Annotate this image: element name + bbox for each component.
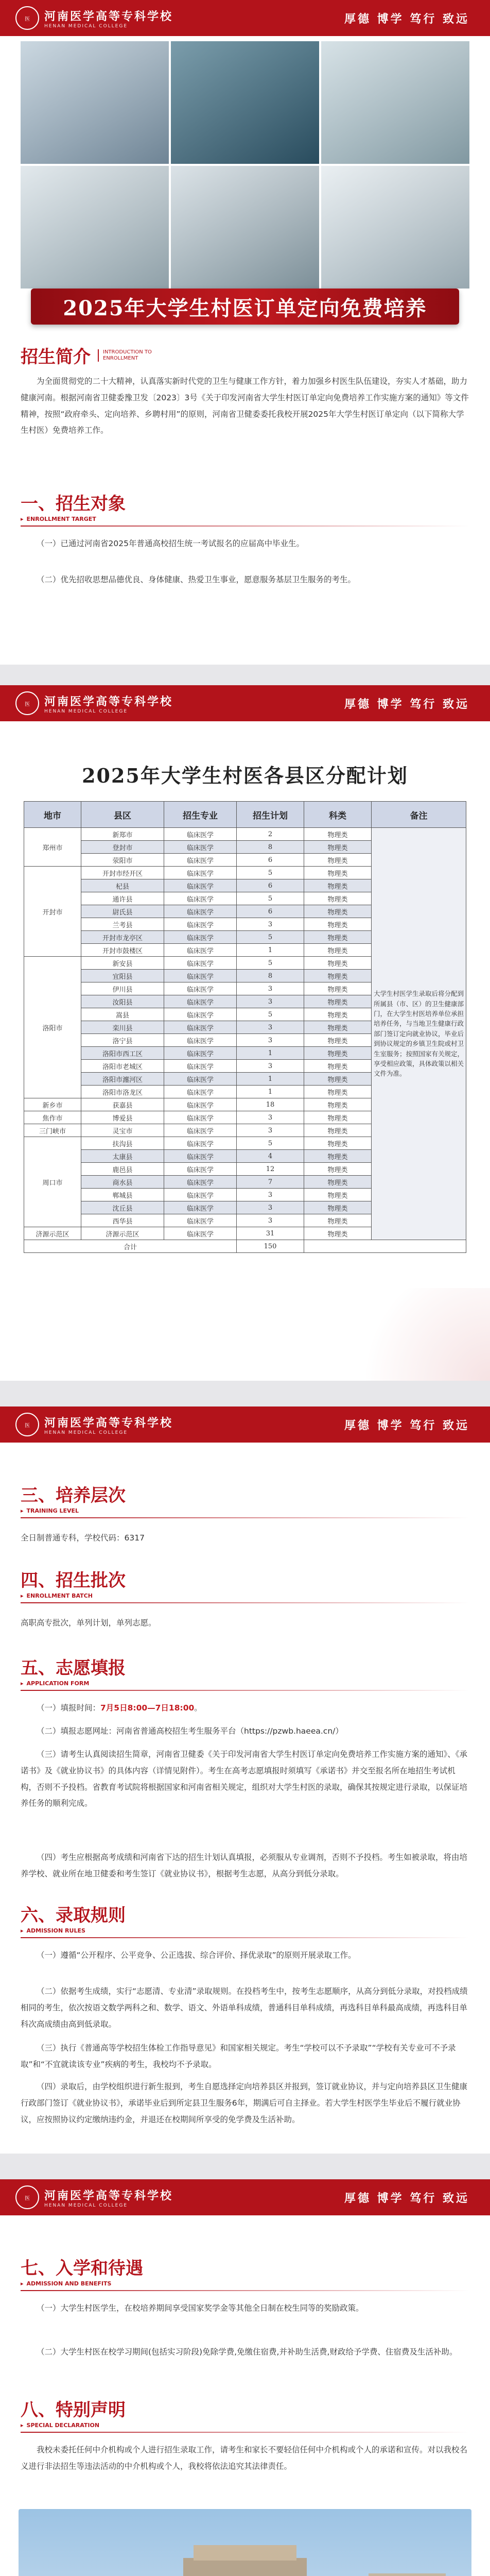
county-cell: 灵宝市	[81, 1124, 164, 1137]
plan-cell: 1	[237, 1086, 304, 1098]
county-cell: 西华县	[81, 1214, 164, 1227]
category-cell: 物理类	[304, 1008, 372, 1021]
section-7-heading	[21, 2254, 469, 2291]
city-cell: 开封市	[24, 867, 81, 957]
section-1-p1: （一）已通过河南省2025年普通高校招生统一考试报名的应届高中毕业生。	[37, 539, 304, 548]
remark-cell: 大学生村医学生录取后将分配到所属县（市、区）的卫生健康部门，在大学生村医培养单位承担培养任务，与当地卫生健康行政部门签订定向就业协议，毕业后到协议规定的乡镇卫生院或村卫生室服务；按照国家有关规定，享受相应政策，具体政策以相关文件为准。	[372, 828, 466, 1240]
plan-cell: 1	[237, 1073, 304, 1086]
major-cell: 临床医学	[164, 841, 237, 854]
section-4-en-text: ENROLLMENT BATCH	[26, 1592, 93, 1599]
category-cell: 物理类	[304, 1176, 372, 1189]
section-5-p1-pre: （一）填报时间：	[37, 1703, 101, 1713]
hero-banner: 2025年大学生村医订单定向免费培养	[31, 289, 459, 325]
major-cell: 临床医学	[164, 879, 237, 892]
school-motto: 厚德 博学 笃行 致远	[344, 2191, 469, 2205]
section-7-en-text: ADMISSION AND BENEFITS	[26, 2280, 112, 2287]
school-name-cn: 河南医学高等专科学校	[44, 2189, 173, 2202]
plan-cell: 1	[237, 944, 304, 957]
school-name-en: HENAN MEDICAL COLLEGE	[44, 708, 128, 714]
section-6-p4: （四）录取后，由学校组织进行新生报到，考生自愿选择定向培养县区并报到，签订就业协议，并与定向培养县区卫生健康行政部门签订《就业协议书》，承诺毕业后到所定县卫生服务6年，期满后可自主择业。若大学生村医学生毕业后不履行就业协议，应按照协议约定缴纳违约金，并退还在校期间所享受的免学费及生活补助。	[21, 2082, 468, 2124]
plan-cell: 5	[237, 931, 304, 944]
county-cell: 开封市龙亭区	[81, 931, 164, 944]
section-6-title-en	[21, 1927, 469, 1934]
photo-nurse	[321, 166, 469, 289]
section-8-en-text: SPECIAL DECLARATION	[26, 2422, 100, 2429]
section-6-title: 六、录取规则	[21, 1905, 126, 1926]
major-cell: 临床医学	[164, 1073, 237, 1086]
chevron-icon: ▸	[21, 1680, 24, 1687]
table-row	[24, 828, 466, 841]
plan-cell: 3	[237, 1111, 304, 1124]
total-blank	[304, 1240, 466, 1253]
category-cell: 物理类	[304, 867, 372, 879]
county-cell: 洛宁县	[81, 1034, 164, 1047]
section-5-p2: （二）填报志愿网址：河南省普通高校招生考生服务平台（https://pzwb.haeea.cn/）	[37, 1726, 343, 1736]
county-cell: 开封市经开区	[81, 867, 164, 879]
category-cell: 物理类	[304, 1047, 372, 1060]
chevron-icon: ▸	[21, 516, 24, 522]
plan-cell: 5	[237, 1137, 304, 1150]
school-name-cn: 河南医学高等专科学校	[44, 9, 173, 23]
intro-title: 招生简介	[21, 347, 91, 367]
school-name-cn: 河南医学高等专科学校	[44, 694, 173, 708]
section-6-p2: （二）依据考生成绩，实行“志愿清、专业清”录取规则。在投档考生中，按考生志愿顺序，从高分到低分录取，对投档成绩相同的考生，依次按语文数学两科之和、数学、语文、外语单科成绩，普通科目单科成绩，再选科目单科最高成绩，再选科目单科次高成绩由高到低录取。	[21, 1987, 468, 2029]
category-cell: 物理类	[304, 918, 372, 931]
section-divider	[21, 1517, 469, 1518]
category-cell: 物理类	[304, 970, 372, 982]
county-cell: 沈丘县	[81, 1201, 164, 1214]
section-1-p2: （二）优先招收思想品德优良、身体健康、热爱卫生事业，愿意服务基层卫生服务的考生。	[37, 575, 356, 584]
major-cell: 临床医学	[164, 1150, 237, 1163]
section-divider	[21, 1937, 469, 1938]
section-4-heading	[21, 1566, 469, 1603]
plan-cell: 8	[237, 841, 304, 854]
plan-cell: 3	[237, 1034, 304, 1047]
intro-title-en-1: INTRODUCTION TO	[103, 349, 152, 355]
category-cell: 物理类	[304, 1086, 372, 1098]
intro-title-en-2: ENROLLMENT	[103, 355, 138, 361]
major-cell: 临床医学	[164, 944, 237, 957]
plan-cell: 6	[237, 879, 304, 892]
plan-cell: 3	[237, 1060, 304, 1073]
plan-cell: 3	[237, 918, 304, 931]
page-header	[0, 2179, 490, 2215]
category-cell: 物理类	[304, 879, 372, 892]
major-cell: 临床医学	[164, 1137, 237, 1150]
major-cell: 临床医学	[164, 1124, 237, 1137]
section-1-title: 一、招生对象	[21, 494, 126, 514]
section-7-p1: （一）大学生村医学生，在校培养期间享受国家奖学金等其他全日制在校生同等的奖励政策。	[37, 2303, 364, 2313]
photo-lab	[321, 41, 469, 164]
corner-decoration	[336, 1288, 490, 1381]
category-cell: 物理类	[304, 828, 372, 841]
major-cell: 临床医学	[164, 1111, 237, 1124]
col-remark: 备注	[372, 802, 466, 828]
plan-cell: 5	[237, 1008, 304, 1021]
city-cell: 新乡市	[24, 1098, 81, 1111]
intro-heading	[21, 343, 152, 368]
chevron-icon: ▸	[21, 1927, 24, 1934]
campus-aerial-illustration	[19, 2509, 471, 2576]
major-cell: 临床医学	[164, 1189, 237, 1201]
major-cell: 临床医学	[164, 1008, 237, 1021]
section-8-title: 八、特别声明	[21, 2400, 126, 2420]
county-cell: 通许县	[81, 892, 164, 905]
category-cell: 物理类	[304, 957, 372, 970]
section-1-title-en	[21, 516, 469, 522]
category-cell: 物理类	[304, 1111, 372, 1124]
plan-cell: 31	[237, 1227, 304, 1240]
plan-cell: 3	[237, 995, 304, 1008]
school-name-en: HENAN MEDICAL COLLEGE	[44, 1430, 128, 1435]
chevron-icon: ▸	[21, 1507, 24, 1514]
major-cell: 临床医学	[164, 867, 237, 879]
allocation-table	[24, 801, 466, 1253]
table-total-row	[24, 1240, 466, 1253]
category-cell: 物理类	[304, 1073, 372, 1086]
category-cell: 物理类	[304, 1021, 372, 1034]
county-cell: 宜阳县	[81, 970, 164, 982]
section-5-title: 五、志愿填报	[21, 1658, 126, 1679]
col-city: 地市	[24, 802, 81, 828]
section-8-p1: 我校未委托任何中介机构或个人进行招生录取工作，请考生和家长不要轻信任何中介机构或个人的承诺和宣传。对以我校名义进行非法招生等违法活动的中介机构或个人，我校将依法追究其法律责任。	[21, 2445, 468, 2471]
page-header	[0, 0, 490, 36]
school-seal-icon: 医	[15, 1413, 39, 1436]
page-3	[0, 1406, 490, 2154]
major-cell: 临床医学	[164, 1098, 237, 1111]
category-cell: 物理类	[304, 1124, 372, 1137]
plan-cell: 6	[237, 854, 304, 867]
plan-cell: 8	[237, 970, 304, 982]
category-cell: 物理类	[304, 1163, 372, 1176]
county-cell: 博爱县	[81, 1111, 164, 1124]
plan-cell: 5	[237, 892, 304, 905]
school-seal-icon: 医	[15, 691, 39, 715]
category-cell: 物理类	[304, 905, 372, 918]
county-cell: 郸城县	[81, 1189, 164, 1201]
county-cell: 新安县	[81, 957, 164, 970]
section-4-title: 四、招生批次	[21, 1570, 126, 1591]
county-cell: 杞县	[81, 879, 164, 892]
school-logo	[15, 6, 173, 30]
category-cell: 物理类	[304, 995, 372, 1008]
category-cell: 物理类	[304, 944, 372, 957]
plan-cell: 3	[237, 1124, 304, 1137]
major-cell: 临床医学	[164, 1021, 237, 1034]
intro-text: 为全面贯彻党的二十大精神，认真落实新时代党的卫生与健康工作方针，着力加强乡村医生队伍建设，夯实人才基础，助力健康河南。根据河南省卫健委豫卫发〔2023〕3号《关于印发河南省大学生村医订单定向免费培养工作实施方案的通知》等文件精神，按照“政府牵头、定向培养、乡聘村用”的原则，河南省卫健委委托我校开展2025年大学生村医订单定向（以下简称大学生村医）免费培养工作。	[21, 377, 469, 435]
county-cell: 荥阳市	[81, 854, 164, 867]
page-4	[0, 2179, 490, 2576]
county-cell: 栾川县	[81, 1021, 164, 1034]
table-title: 2025年大学生村医各县区分配计划	[82, 764, 408, 787]
county-cell: 登封市	[81, 841, 164, 854]
school-seal-icon: 医	[15, 2185, 39, 2209]
section-3-title: 三、培养层次	[21, 1485, 126, 1506]
total-value: 150	[237, 1240, 304, 1253]
major-cell: 临床医学	[164, 1201, 237, 1214]
school-name-en: HENAN MEDICAL COLLEGE	[44, 23, 128, 29]
section-8-title-en	[21, 2422, 469, 2429]
county-cell: 尉氏县	[81, 905, 164, 918]
section-divider	[21, 526, 469, 527]
category-cell: 物理类	[304, 1214, 372, 1227]
county-cell: 兰考县	[81, 918, 164, 931]
major-cell: 临床医学	[164, 854, 237, 867]
school-motto: 厚德 博学 笃行 致远	[344, 1418, 469, 1432]
section-4-title-en	[21, 1592, 469, 1599]
section-divider	[21, 2290, 469, 2291]
major-cell: 临床医学	[164, 892, 237, 905]
plan-cell: 1	[237, 1047, 304, 1060]
section-divider	[21, 1690, 469, 1691]
section-5-en-text: APPLICATION FORM	[26, 1680, 90, 1687]
application-time: 7月5日8:00—7日18:00	[100, 1703, 195, 1713]
section-7-p2: （二）大学生村医在校学习期间(包括实习阶段)免除学费,免缴住宿费,并补助生活费,财政给予学费、住宿费及生活补助。	[37, 2347, 458, 2357]
county-cell: 洛阳市瀍河区	[81, 1073, 164, 1086]
section-6-p3: （三）执行《普通高等学校招生体检工作指导意见》和国家相关规定。考生“学校可以不予录取”“学校有关专业可不予录取”和“不宜就读该专业”疾病的考生，我校均不予录取。	[21, 2043, 456, 2069]
category-cell: 物理类	[304, 892, 372, 905]
section-8-heading	[21, 2396, 469, 2433]
plan-cell: 18	[237, 1098, 304, 1111]
county-cell: 新郑市	[81, 828, 164, 841]
plan-cell: 2	[237, 828, 304, 841]
intro-title-en	[98, 349, 152, 362]
school-logo	[15, 691, 173, 715]
county-cell: 济源示范区	[81, 1227, 164, 1240]
section-6-p1: （一）遵循“公开程序、公平竞争、公正选拔、综合评价、择优录取”的原则开展录取工作。	[37, 1951, 356, 1960]
section-4-p1: 高职高专批次，单列计划，单列志愿。	[21, 1618, 156, 1628]
city-cell: 洛阳市	[24, 957, 81, 1098]
chevron-icon: ▸	[21, 2280, 24, 2287]
section-5-p4: （四）考生应根据高考成绩和河南省下达的招生计划认真填报，必须服从专业调剂，否则不予投档。考生如被录取，将由培养学校、就业所在地卫健委和考生签订《就业协议书》，根据考生志愿，从高分到低分录取。	[21, 1853, 468, 1878]
major-cell: 临床医学	[164, 982, 237, 995]
page-header	[0, 685, 490, 721]
section-5-title-en	[21, 1680, 469, 1687]
county-cell: 鹿邑县	[81, 1163, 164, 1176]
section-3-p1: 全日制普通专科，学校代码：6317	[21, 1533, 145, 1543]
page-2	[0, 685, 490, 1381]
county-cell: 扶沟县	[81, 1137, 164, 1150]
plan-cell: 5	[237, 957, 304, 970]
hero-photo-collage	[21, 41, 469, 289]
major-cell: 临床医学	[164, 918, 237, 931]
section-7-title-en	[21, 2280, 469, 2287]
county-cell: 太康县	[81, 1150, 164, 1163]
major-cell: 临床医学	[164, 970, 237, 982]
chevron-icon: ▸	[21, 2422, 24, 2429]
category-cell: 物理类	[304, 1227, 372, 1240]
section-divider	[21, 2432, 469, 2433]
county-cell: 伊川县	[81, 982, 164, 995]
category-cell: 物理类	[304, 982, 372, 995]
plan-cell: 12	[237, 1163, 304, 1176]
major-cell: 临床医学	[164, 1163, 237, 1176]
section-5-p1-post: 。	[194, 1703, 202, 1713]
total-label: 合计	[24, 1240, 237, 1253]
county-cell: 洛阳市洛龙区	[81, 1086, 164, 1098]
section-3-en-text: TRAINING LEVEL	[26, 1507, 79, 1514]
photo-surgery	[171, 41, 319, 164]
section-7-title: 七、入学和待遇	[21, 2258, 143, 2279]
plan-cell: 3	[237, 1189, 304, 1201]
major-cell: 临床医学	[164, 1060, 237, 1073]
category-cell: 物理类	[304, 1034, 372, 1047]
county-cell: 获嘉县	[81, 1098, 164, 1111]
plan-cell: 4	[237, 1150, 304, 1163]
city-cell: 郑州市	[24, 828, 81, 867]
major-cell: 临床医学	[164, 1176, 237, 1189]
school-name-cn: 河南医学高等专科学校	[44, 1416, 173, 1430]
section-3-title-en	[21, 1507, 469, 1514]
photo-students	[171, 166, 319, 289]
major-cell: 临床医学	[164, 1214, 237, 1227]
school-name-en: HENAN MEDICAL COLLEGE	[44, 2202, 128, 2208]
county-cell: 商水县	[81, 1176, 164, 1189]
plan-cell: 3	[237, 1021, 304, 1034]
category-cell: 物理类	[304, 931, 372, 944]
major-cell: 临床医学	[164, 1034, 237, 1047]
table-header-row	[24, 802, 466, 828]
plan-cell: 6	[237, 905, 304, 918]
county-cell: 开封市鼓楼区	[81, 944, 164, 957]
section-5-p3: （三）请考生认真阅读招生简章，河南省卫健委《关于印发河南省大学生村医订单定向免费培养工作实施方案的通知》、《承诺书》及《就业协议书》的具体内容（详情见附件）。考生在高考志愿填报时须填写《承诺书》并交至报名所在地招生考试机构，否则不予投档。省教育考试院将根据国家和河南省相关规定，组织对大学生村医的录取，确保其按规定进行录取，以保证培养任务的顺利完成。	[21, 1750, 468, 1808]
school-motto: 厚德 博学 笃行 致远	[344, 697, 469, 711]
major-cell: 临床医学	[164, 828, 237, 841]
major-cell: 临床医学	[164, 1047, 237, 1060]
plan-cell: 3	[237, 1214, 304, 1227]
section-1-heading	[21, 489, 469, 527]
category-cell: 物理类	[304, 1189, 372, 1201]
school-logo	[15, 1413, 173, 1436]
photo-classroom	[21, 166, 169, 289]
category-cell: 物理类	[304, 854, 372, 867]
page-1	[0, 0, 490, 665]
major-cell: 临床医学	[164, 1227, 237, 1240]
county-cell: 嵩县	[81, 1008, 164, 1021]
col-category: 科类	[304, 802, 372, 828]
category-cell: 物理类	[304, 1060, 372, 1073]
city-cell: 焦作市	[24, 1111, 81, 1124]
section-5-heading	[21, 1654, 469, 1691]
plan-cell: 3	[237, 1201, 304, 1214]
col-major: 招生专业	[164, 802, 237, 828]
page-header	[0, 1406, 490, 1443]
col-county: 县区	[81, 802, 164, 828]
county-cell: 洛阳市老城区	[81, 1060, 164, 1073]
major-cell: 临床医学	[164, 957, 237, 970]
plan-cell: 7	[237, 1176, 304, 1189]
county-cell: 洛阳市西工区	[81, 1047, 164, 1060]
plan-cell: 5	[237, 867, 304, 879]
category-cell: 物理类	[304, 841, 372, 854]
col-plan: 招生计划	[237, 802, 304, 828]
category-cell: 物理类	[304, 1137, 372, 1150]
section-6-en-text: ADMISSION RULES	[26, 1927, 85, 1934]
county-cell: 汝阳县	[81, 995, 164, 1008]
school-motto: 厚德 博学 笃行 致远	[344, 12, 469, 26]
school-logo	[15, 2185, 173, 2209]
major-cell: 临床医学	[164, 1086, 237, 1098]
section-divider	[21, 1602, 469, 1603]
section-6-heading	[21, 1901, 469, 1938]
plan-cell: 3	[237, 982, 304, 995]
city-cell: 济源示范区	[24, 1227, 81, 1240]
category-cell: 物理类	[304, 1201, 372, 1214]
category-cell: 物理类	[304, 1098, 372, 1111]
chevron-icon: ▸	[21, 1592, 24, 1599]
photo-campus	[21, 41, 169, 164]
city-cell: 三门峡市	[24, 1124, 81, 1137]
major-cell: 临床医学	[164, 931, 237, 944]
allocation-table-body	[24, 828, 466, 1253]
section-1-en-text: ENROLLMENT TARGET	[26, 516, 96, 522]
section-5-p1	[21, 1700, 202, 1717]
major-cell: 临床医学	[164, 905, 237, 918]
qr-code[interactable]	[90, 2566, 167, 2576]
school-seal-icon: 医	[15, 6, 39, 30]
campus-photo	[19, 2509, 471, 2576]
major-cell: 临床医学	[164, 995, 237, 1008]
category-cell: 物理类	[304, 1150, 372, 1163]
section-3-heading	[21, 1481, 469, 1518]
city-cell: 周口市	[24, 1137, 81, 1227]
